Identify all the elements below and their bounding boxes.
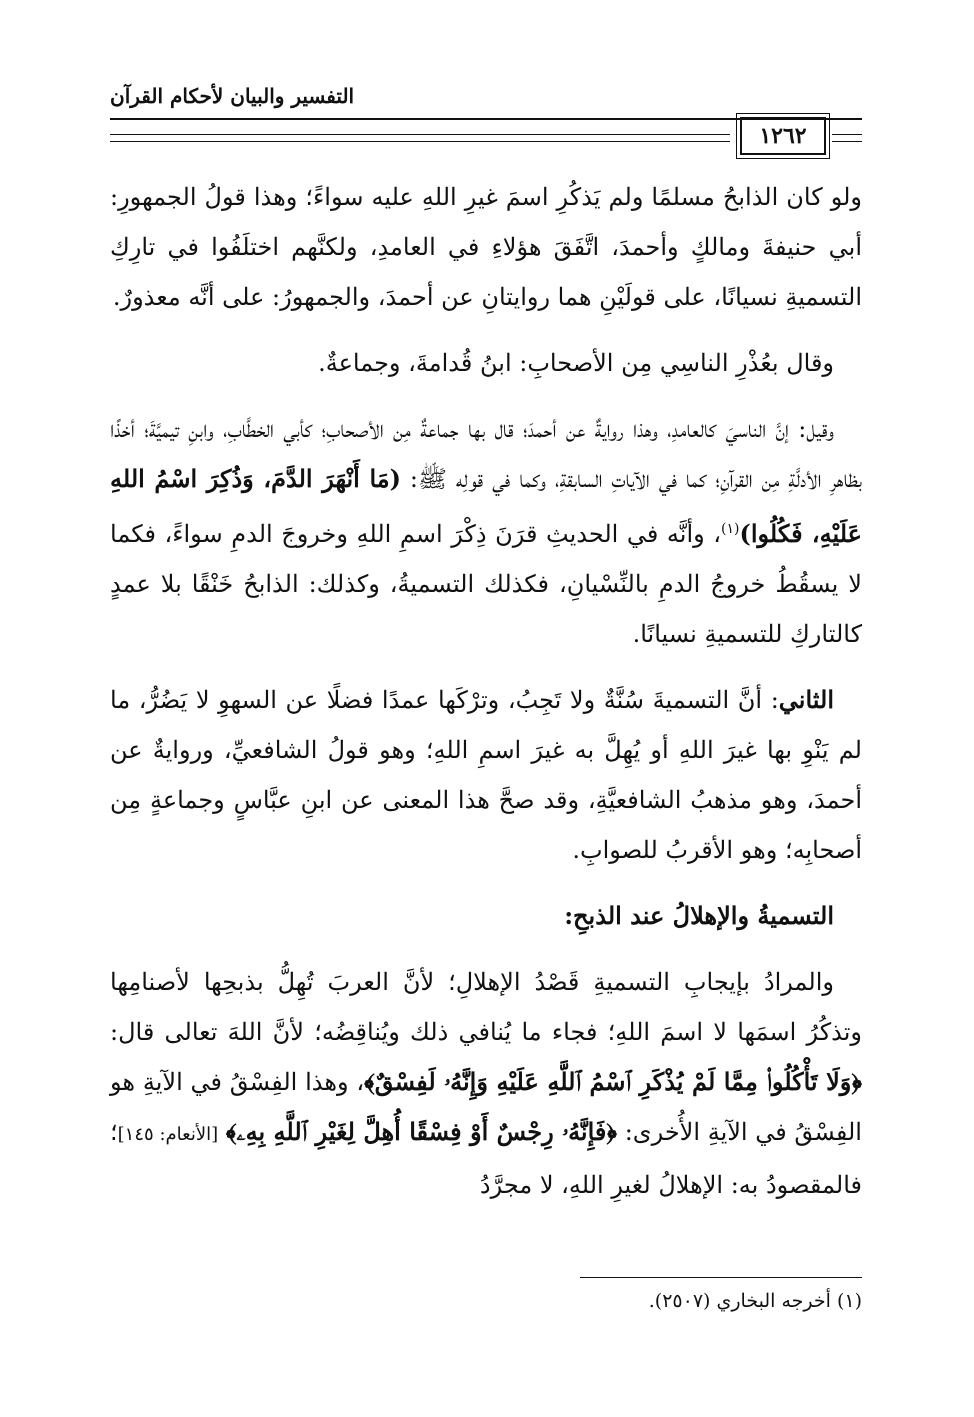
page-number: ١٢٦٢	[740, 117, 826, 155]
footnote-text: أخرجه البخاري (٢٥٠٧).	[648, 1290, 831, 1312]
paragraph-4-rest: : أنَّ التسميةَ سُنَّةٌ ولا تَجِبُ، وترْكَها عمدًا فضلًا عن السهوِ لا يَضُرُّ، ما لم يَنْوِ بها غيرَ اللهِ أو يُهِلَّ به غيرَ اسمِ اللهِ؛ وهو قولُ الشافعيِّ، وروايةٌ عن أحمدَ، وهو مذهبُ الشافعيَّةِ، وقد صحَّ هذا المعنى عن ابنِ عبَّاسٍ وجماعةٍ مِن أصحابِه؛ وهو الأقربُ للصوابِ.	[110, 686, 862, 864]
paragraph-1: ولو كان الذابحُ مسلمًا ولم يَذكُرِ اسمَ غيرِ اللهِ عليه سواءً؛ وهذا قولُ الجمهورِ: أبي حنيفةَ ومالكٍ وأحمدَ، اتَّفَقَ هؤلاءِ في العامدِ، ولكنَّهم اختلَفُوا في تارِكِ التسميةِ نسيانًا، على قولَيْنِ هما روايتانِ عن أحمدَ، والجمهورُ: على أنَّه معذورٌ.	[110, 183, 862, 311]
paragraph-5-b: ، وهذا الفِسْقُ في الآيةِ هو الفِسْقُ في الآيةِ الأُخرى:	[110, 1068, 862, 1146]
hadith-quote: (مَا أَنْهَرَ الدَّمَ، وَذُكِرَ اسْمُ اللهِ عَلَيْهِ، فَكُلُوا)	[110, 464, 862, 548]
paragraph-3	[110, 404, 862, 659]
paragraph-4	[110, 675, 862, 875]
paragraph-2: وقال بعُذْرِ الناسِي مِن الأصحابِ: ابنُ قُدامةَ، وجماعةٌ.	[318, 349, 834, 377]
book-title: التفسير والبيان لأحكام القرآن	[110, 84, 355, 108]
header-rule-left-1	[110, 134, 730, 135]
paragraph-5-a: والمرادُ بإيجابِ التسميةِ قَصْدُ الإهلالِ؛ لأنَّ العربَ تُهِلُّ بذبحِها لأصنامِها وتذكُرُ اسمَها لا اسمَ اللهِ؛ فجاء ما يُنافي ذلك ويُناقِضُه؛ لأنَّ اللهَ تعالى قال:	[110, 968, 863, 1046]
header-rule-right-2	[832, 141, 862, 142]
paragraph-3-lead: وقيل: إنَّ الناسيَ كالعامدِ، وهذا روايةٌ عن أحمدَ؛ قال بها جماعةٌ مِن الأصحابِ؛ كأبي الخطَّابِ، وابنِ تيميَّةَ؛ أخذًا بظاهرِ الأدلَّةِ مِن القرآنِ؛ كما في الآياتِ السابقةِ، وكما في قولِه ﷺ:	[110, 415, 863, 493]
quran-verse-2-ref: [الأنعام: ١٤٥]	[117, 1124, 219, 1145]
paragraph-3-rest: ، وأنَّه في الحديثِ قرَنَ ذِكْرَ اسمِ اللهِ وخروجَ الدمِ سواءً، فكما لا يسقُطُ خروجُ الدمِ بالنِّسْيانِ، فكذلك التسميةُ، وكذلك: الذابحُ خَنْقًا بلا عمدٍ كالتاركِ للتسميةِ نسيانًا.	[110, 520, 862, 648]
footnote-number: (١)	[836, 1290, 862, 1312]
quran-verse-2: ﴿فَإِنَّهُۥ رِجْسٌ أَوْ فِسْقًا أُهِلَّ لِغَيْرِ ٱللَّهِ بِهِۦ﴾	[225, 1117, 618, 1146]
main-text	[110, 172, 862, 1226]
quran-verse-1: ﴿وَلَا تَأْكُلُوا۟ مِمَّا لَمْ يُذْكَرِ ٱسْمُ ٱللَّهِ عَلَيْهِ وَإِنَّهُۥ لَفِسْقٌ﴾	[364, 1067, 862, 1096]
second-label: الثاني	[778, 685, 834, 714]
paragraph-5-c: ؛ فالمقصودُ به: الإهلالُ لغيرِ اللهِ، لا مجرَّدُ	[110, 1118, 862, 1199]
footnote-marker: (١)	[721, 521, 740, 537]
footnote	[110, 1290, 862, 1312]
page-header	[110, 84, 862, 164]
section-heading: التسميةُ والإهلالُ عند الذبحِ:	[564, 901, 834, 930]
footnote-separator	[580, 1277, 862, 1278]
paragraph-5	[110, 957, 862, 1210]
header-rule-right-1	[832, 134, 862, 135]
header-rule-left-2	[110, 141, 730, 142]
